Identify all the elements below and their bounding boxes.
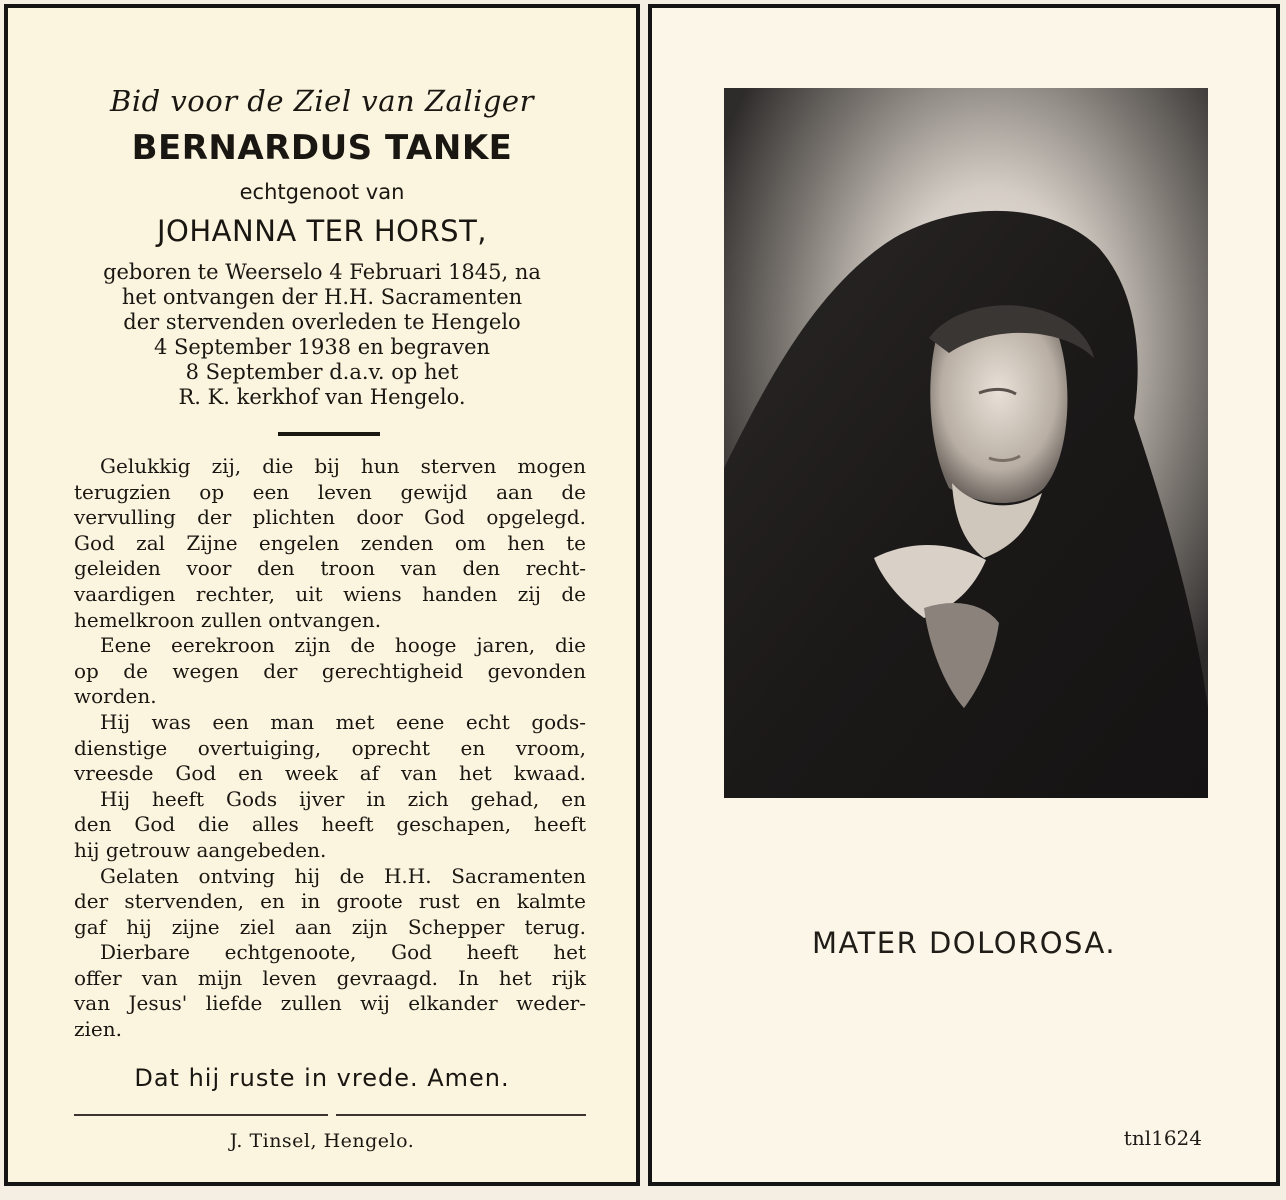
text-line: hij getrouw aangebeden. [74, 837, 327, 862]
bio-line: der stervenden overleden te Hengelo [123, 310, 521, 334]
text-line: vreesde God en week af van het kwaad. [74, 761, 586, 786]
prayer-card-image-side [648, 4, 1280, 1186]
text-line: van Jesus' liefde zullen wij elkander weder- [74, 991, 586, 1016]
text-line: Gelukkig zij, die bij hun sterven mogen [100, 454, 586, 478]
text-line: der stervenden, en in groote rust en kalmte [74, 889, 586, 914]
text-line: dienstige overtuiging, oprecht en vroom, [74, 735, 586, 760]
text-line: geleiden voor den troon van den recht- [74, 556, 586, 581]
text-line: God zal Zijne engelen zenden om hen te [74, 530, 586, 555]
printer-credit: J. Tinsel, Hengelo. [229, 1130, 415, 1152]
text-line: Gelaten ontving hij de H.H. Sacramenten [100, 863, 586, 888]
footer-rule [74, 1114, 328, 1116]
bio-line: geboren te Weerselo 4 Februari 1845, na [103, 260, 541, 284]
spouse-name: JOHANNA TER HORST, [157, 214, 487, 248]
biography [38, 260, 606, 410]
text-line: worden. [74, 684, 157, 709]
text-line: op de wegen der gerechtigheid gevonden [74, 658, 586, 683]
text-line: offer van mijn leven gevraagd. In het rijk [74, 965, 586, 990]
deceased-name: BERNARDUS TANKE [131, 128, 513, 168]
catalog-code: tnl1624 [1123, 1126, 1202, 1150]
closing-prayer: Dat hij ruste in vrede. Amen. [134, 1064, 510, 1092]
invocation: Bid voor de Ziel van Zaliger [110, 84, 534, 118]
text-line: Hij heeft Gods ijver in zich gehad, en [100, 786, 586, 811]
mater-dolorosa-portrait [724, 88, 1208, 798]
text-line: terugzien op een leven gewijd aan de [74, 479, 586, 504]
prayer-card-text-side [4, 4, 640, 1186]
image-caption: MATER DOLOROSA. [811, 926, 1117, 960]
bio-line: R. K. kerkhof van Hengelo. [178, 385, 466, 409]
portrait-illustration [724, 88, 1208, 798]
memorial-text [74, 454, 586, 1043]
bio-line: 4 September 1938 en begraven [153, 335, 491, 359]
spouse-intro: echtgenoot van [239, 180, 405, 204]
bio-line: 8 September d.a.v. op het [185, 360, 459, 384]
text-line: vervulling der plichten door God opgelegd. [74, 505, 586, 530]
bio-line: het ontvangen der H.H. Sacramenten [121, 285, 523, 309]
text-line: den God die alles heeft geschapen, heeft [74, 812, 586, 837]
text-line: Dierbare echtgenoote, God heeft het [100, 940, 586, 965]
text-line: gaf hij zijne ziel aan zijn Schepper terug. [74, 914, 586, 939]
footer-rule [336, 1114, 586, 1116]
text-line: Hij was een man met eene echt gods- [100, 709, 586, 734]
text-line: Eene eerekroon zijn de hooge jaren, die [100, 633, 586, 658]
divider [278, 432, 380, 436]
text-line: hemelkroon zullen ontvangen. [74, 607, 382, 632]
text-line: vaardigen rechter, uit wiens handen zij de [74, 581, 586, 606]
text-line: zien. [74, 1017, 123, 1042]
